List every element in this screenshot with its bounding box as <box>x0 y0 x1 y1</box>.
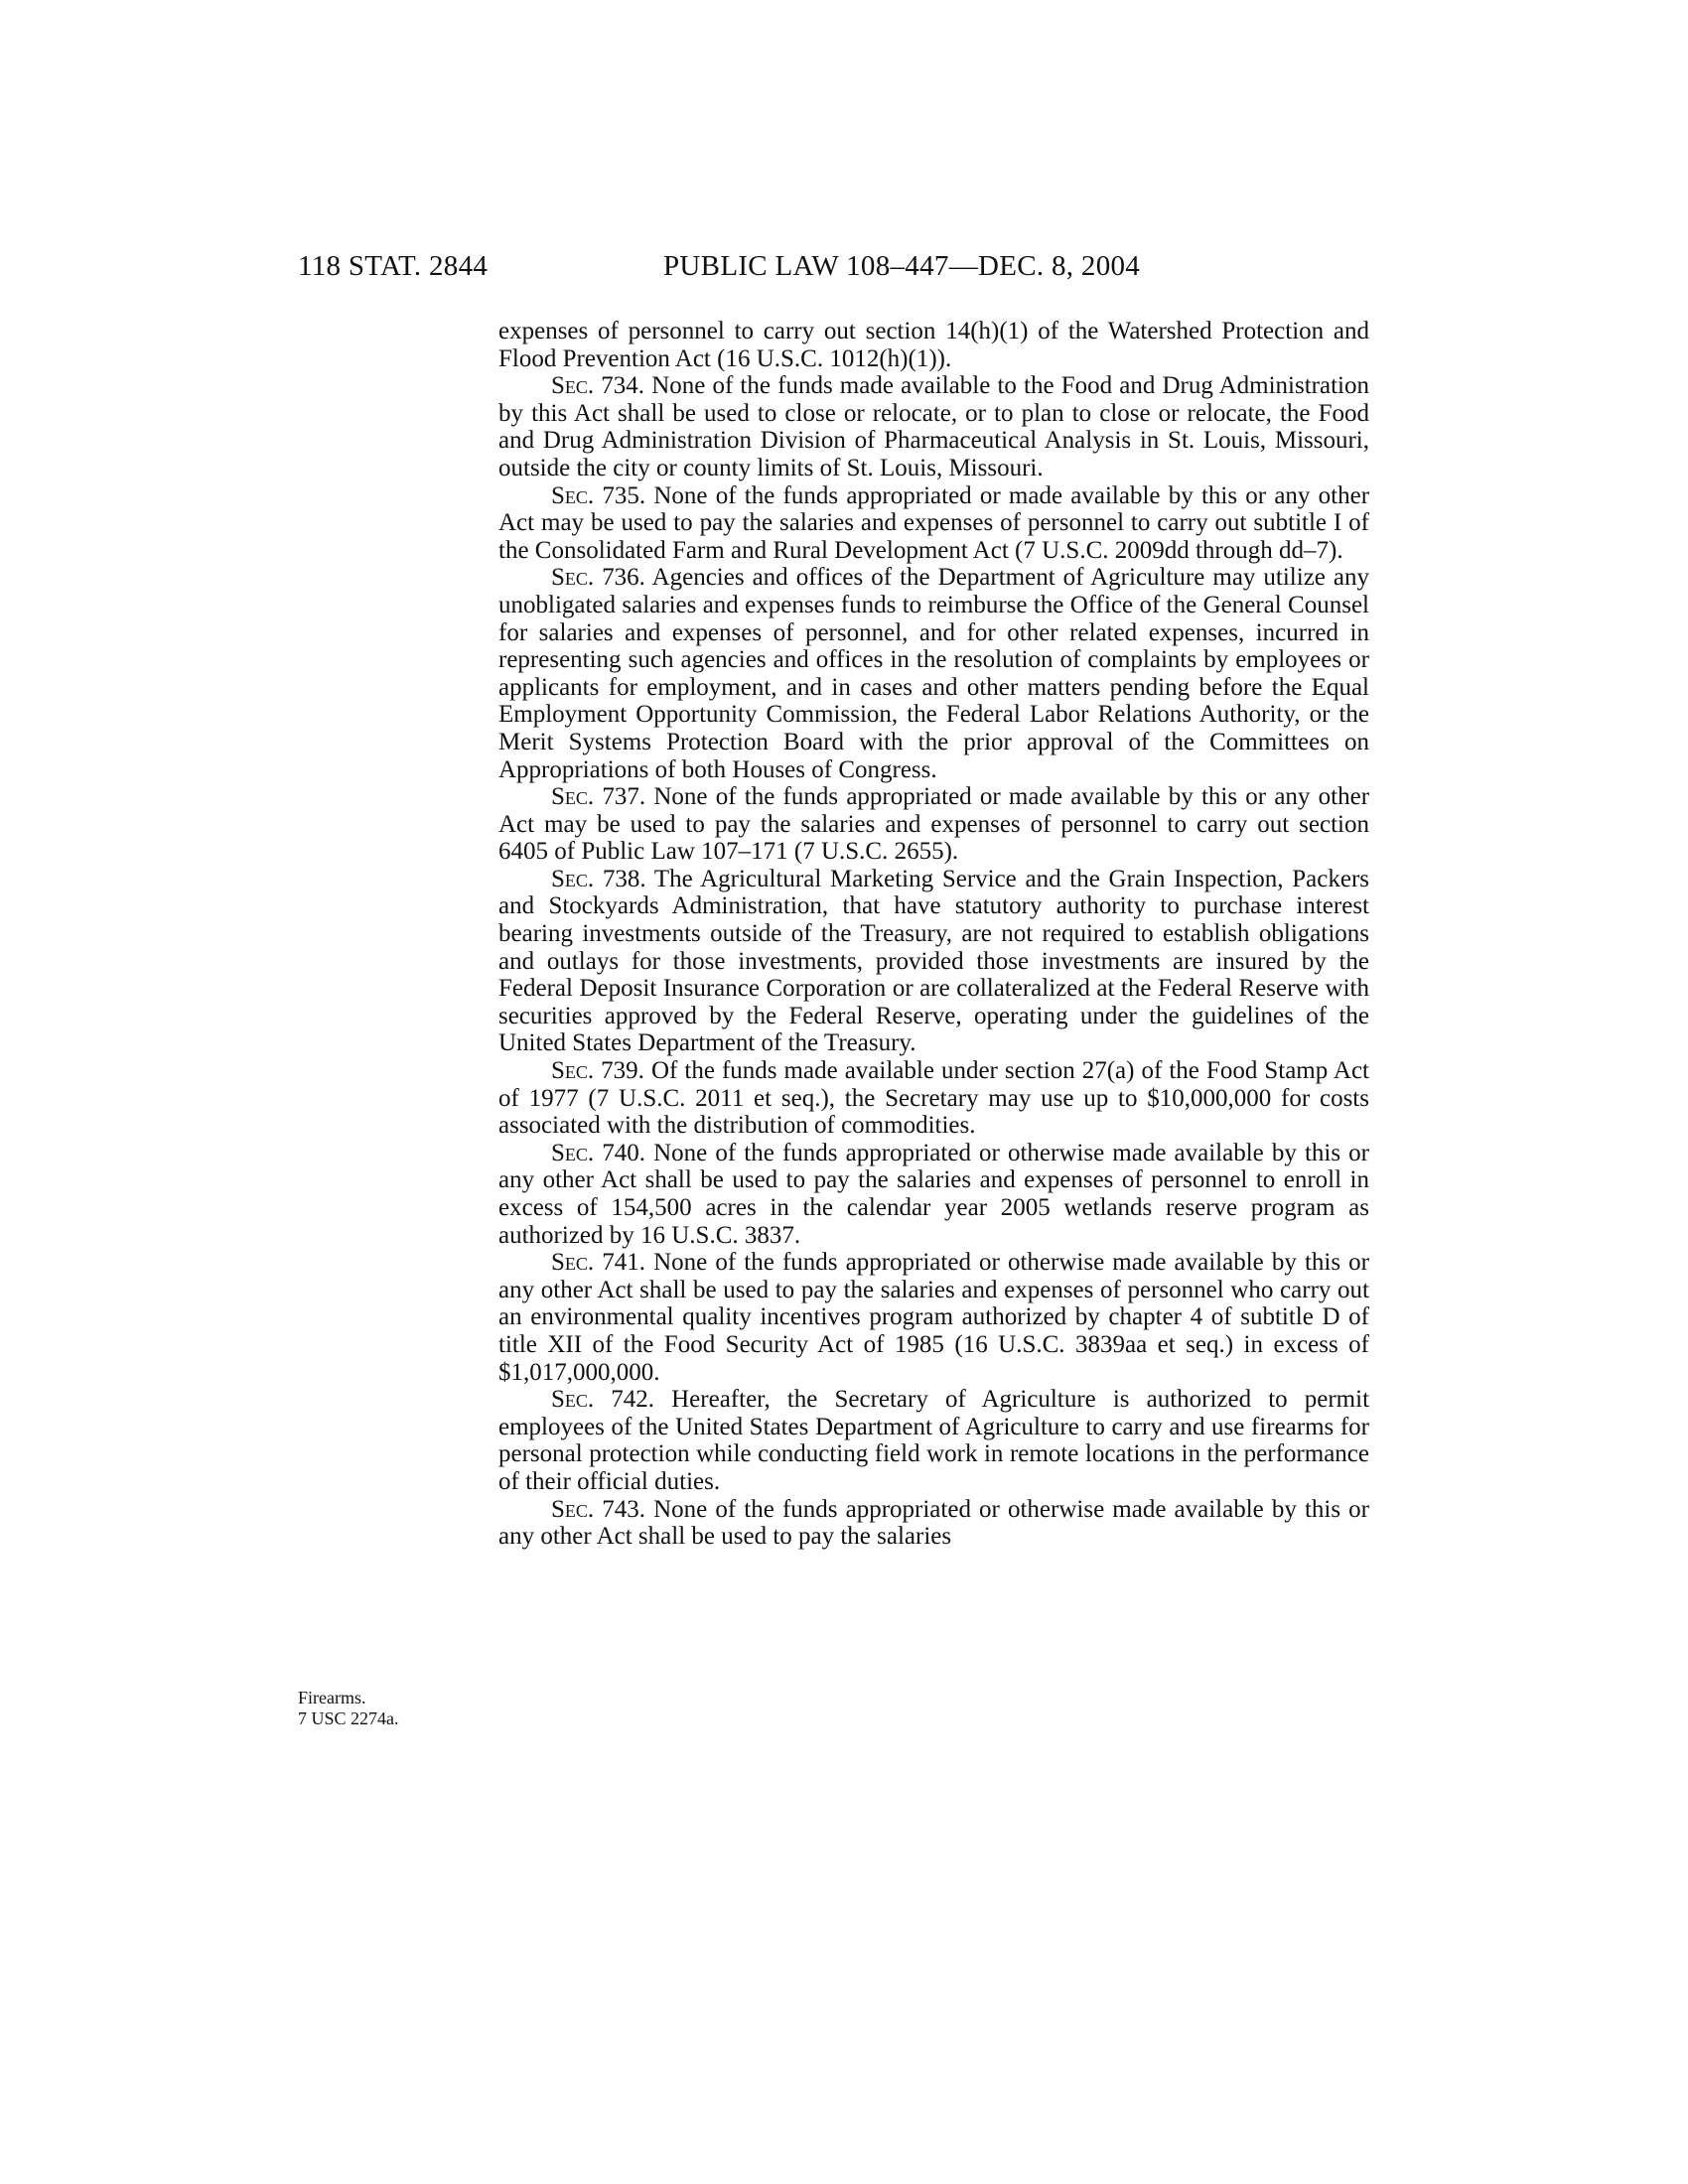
section-label: Sec. 742. <box>551 1386 655 1414</box>
continuation-paragraph: expenses of personnel to carry out section 14(h)(1) of the Watershed Protection and Flood Prevention Act (16 U.S.C. 1012(h)(1)). <box>498 318 1369 372</box>
section-734 <box>498 372 1369 481</box>
section-text: None of the funds appropriated or otherwise made available by this or any other Act shall be used to pay the salaries and expenses of personnel who carry out an environmental quality incentives program authorized by chapter 4 of subtitle D of title XII of the Food Security Act of 1985 (16 U.S.C. 3839aa et seq.) in excess of $1,017,000,000. <box>498 1249 1370 1386</box>
section-text: None of the funds appropriated or made available by this or any other Act may be used to pay the salaries and expenses of personnel to carry out subtitle I of the Consolidated Farm and Rural Development Act (7 U.S.C. 2009dd through dd–7). <box>498 481 1370 564</box>
section-736 <box>498 564 1369 783</box>
body-text <box>498 318 1369 1551</box>
section-text: None of the funds made available to the Food and Drug Administration by this Act shall be used to close or relocate, or to plan to close or relocate, the Food and Drug Administration Division of Pharmaceutical Analysis in St. Louis, Missouri, outside the city or county limits of St. Louis, Missouri. <box>498 372 1369 481</box>
margin-note-citation: 7 USC 2274a. <box>298 1708 399 1728</box>
section-label: Sec. 739. <box>551 1057 644 1085</box>
section-739 <box>498 1057 1369 1140</box>
section-742 <box>498 1386 1369 1495</box>
section-label: Sec. 738. <box>551 865 646 892</box>
section-743 <box>498 1496 1369 1551</box>
margin-note-topic: Firearms. <box>298 1688 366 1707</box>
section-text: None of the funds appropriated or otherwise made available by this or any other Act shall be used to pay the salaries and expenses of personnel to enroll in excess of 154,500 acres in the calendar year 2005 wetlands reserve program as authorized by 16 U.S.C. 3837. <box>498 1139 1370 1249</box>
section-741 <box>498 1249 1369 1386</box>
section-text: Agencies and offices of the Department of Agriculture may utilize any unobligated salaries and expenses funds to reimburse the Office of the General Counsel for salaries and expenses of personnel, and for other related expenses, incurred in representing such agencies and offices in the resolution of complaints by employees or applicants for employment, and in cases and other matters pending before the Equal Employment Opportunity Commission, the Federal Labor Relations Authority, or the Merit Systems Protection Board with the prior approval of the Committees on Appropriations of both Houses of Congress. <box>498 564 1369 783</box>
section-label: Sec. 741. <box>551 1249 646 1277</box>
section-text: None of the funds appropriated or otherwise made available by this or any other Act shall be used to pay the salaries <box>498 1495 1370 1551</box>
section-label: Sec. 743. <box>551 1495 646 1523</box>
section-740 <box>498 1140 1369 1249</box>
section-label: Sec. 735. <box>551 481 646 509</box>
section-738 <box>498 866 1369 1057</box>
section-737 <box>498 783 1369 866</box>
page-header <box>0 250 1688 290</box>
section-text: The Agricultural Marketing Service and the Grain Inspection, Packers and Stockyards Administration, that have statutory authority to purchase interest bearing investments outside of the Treasury, are not required to establish obligations and outlays for those investments, provided those investments are insured by the Federal Deposit Insurance Corporation or are collateralized at the Federal Reserve with securities approved by the Federal Reserve, operating under the guidelines of the United States Department of the Treasury. <box>498 865 1370 1057</box>
section-735 <box>498 482 1369 565</box>
section-label: Sec. 736. <box>551 564 645 592</box>
statute-page-reference: 118 STAT. 2844 <box>298 250 489 282</box>
margin-note <box>298 1688 477 1729</box>
public-law-title: PUBLIC LAW 108–447—DEC. 8, 2004 <box>663 250 1141 282</box>
section-text: Of the funds made available under section 27(a) of the Food Stamp Act of 1977 (7 U.S.C. 2011 et seq.), the Secretary may use up to $10,000,000 for costs associated with the distribution of commodities. <box>498 1057 1369 1140</box>
section-label: Sec. 737. <box>551 783 646 811</box>
section-label: Sec. 740. <box>551 1139 646 1166</box>
section-text: Hereafter, the Secretary of Agriculture is authorized to permit employees of the United States Department of Agriculture to carry and use firearms for personal protection while conducting field work in remote locations in the performance of their official duties. <box>498 1386 1370 1495</box>
section-label: Sec. 734. <box>551 372 645 400</box>
section-text: None of the funds appropriated or made available by this or any other Act may be used to pay the salaries and expenses of personnel to carry out section 6405 of Public Law 107–171 (7 U.S.C. 2655). <box>498 783 1370 866</box>
